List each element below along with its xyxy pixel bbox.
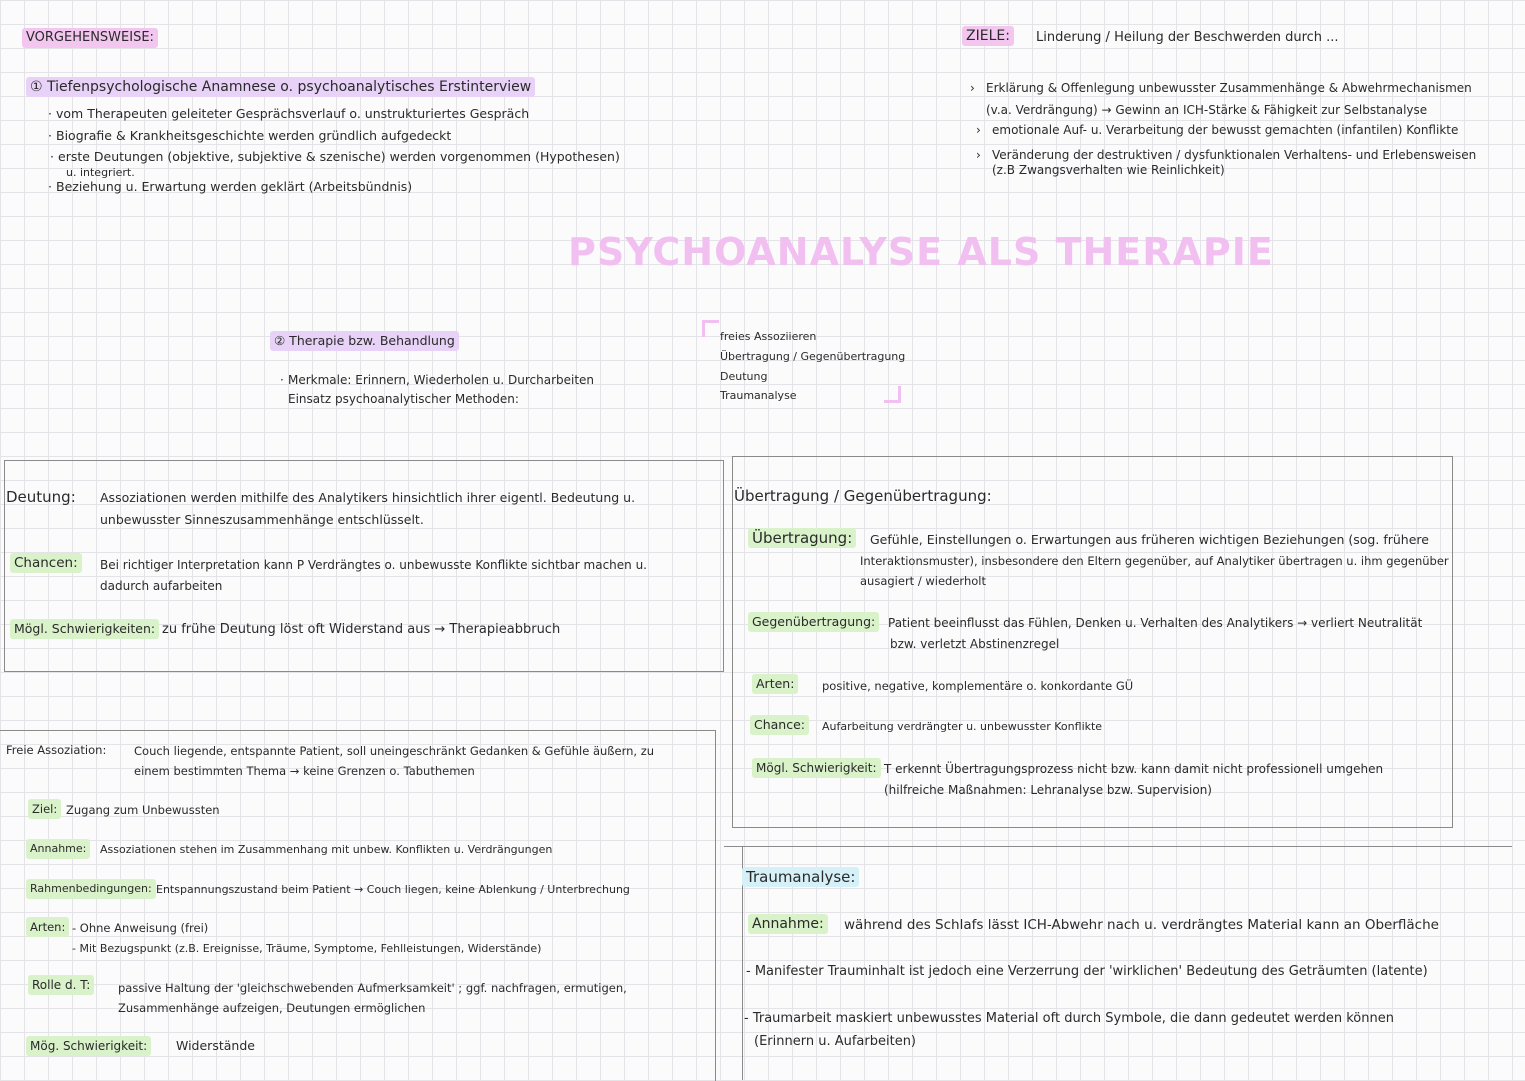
step2-title: ② Therapie bzw. Behandlung — [270, 331, 459, 351]
arten-2: - Mit Bezugspunkt (z.B. Ereignisse, Träume, Symptome, Fehlleistungen, Widerstände) — [72, 942, 542, 955]
step2-line1: · Merkmale: Erinnern, Wiederholen u. Durcharbeiten — [288, 370, 594, 390]
ziele-intro: Linderung / Heilung der Beschwerden durch ... — [1036, 30, 1339, 45]
ue-schwierig-2: (hilfreiche Maßnahmen: Lehranalyse bzw. Supervision) — [884, 783, 1212, 797]
vorgehensweise-heading: VORGEHENSWEISE: — [22, 28, 158, 48]
step1-bullet-2: · Biografie & Krankheitsgeschichte werden gründlich aufgedeckt — [56, 126, 451, 146]
ass-schwierig-label: Mög. Schwierigkeit: — [26, 1036, 151, 1056]
rolle-text-1: passive Haltung der 'gleichschwebenden Aufmerksamkeit' ; ggf. nachfragen, ermutigen, — [118, 981, 627, 995]
ziele-item-3: › Veränderung der destruktiven / dysfunktionalen Verhaltens- und Erlebensweisen — [992, 145, 1476, 165]
step1-title: ① Tiefenpsychologische Anamnese o. psychoanalytisches Erstinterview — [26, 77, 535, 97]
gue-text-2: bzw. verletzt Abstinenzregel — [890, 637, 1060, 651]
step2-line2: Einsatz psychoanalytischer Methoden: — [288, 392, 519, 406]
ziel-text: Zugang zum Unbewussten — [66, 803, 220, 817]
ue-text-1: Gefühle, Einstellungen o. Erwartungen aus früheren wichtigen Beziehungen (sog. frühere — [870, 532, 1429, 547]
deutung-chancen-1: Bei richtiger Interpretation kann P Verdrängtes o. unbewusste Konflikte sichtbar machen u. — [100, 558, 647, 572]
annahme-label: Annahme: — [26, 839, 90, 859]
gue-label: Gegenübertragung: — [748, 612, 879, 632]
ziele-item-1-cont: (v.a. Verdrängung) → Gewinn an ICH-Stärke & Fähigkeit zur Selbstanalyse — [986, 103, 1428, 117]
assoziation-text-2: einem bestimmten Thema → keine Grenzen o. Tabuthemen — [134, 764, 475, 778]
deutung-label: Deutung: — [6, 488, 76, 506]
ue-chance: Aufarbeitung verdrängter u. unbewusster Konflikte — [822, 720, 1103, 733]
method-3: Deutung — [720, 370, 768, 383]
ue-text-2: Interaktionsmuster), insbesondere den Eltern gegenüber, auf Analytiker übertragen u. ihm gegenüber — [860, 554, 1449, 568]
method-4: Traumanalyse — [720, 389, 797, 402]
gue-text-1: Patient beeinflusst das Fühlen, Denken u. Verhalten des Analytikers → verliert Neutralität — [888, 616, 1423, 630]
rahmen-label: Rahmenbedingungen: — [26, 879, 156, 899]
arten-label: Arten: — [26, 917, 69, 937]
deutung-schwierig-label: Mögl. Schwierigkeiten: — [10, 619, 159, 639]
step1-bullet-1: · vom Therapeuten geleiteter Gesprächsverlauf o. unstrukturiertes Gespräch — [56, 104, 529, 124]
bracket-top-left — [702, 320, 719, 337]
ziele-item-3-cont: (z.B Zwangsverhalten wie Reinlichkeit) — [992, 163, 1225, 177]
ue-schwierig-label: Mögl. Schwierigkeit: — [752, 758, 881, 778]
rolle-label: Rolle d. T: — [28, 975, 94, 995]
assoziation-label: Freie Assoziation: — [6, 743, 107, 757]
method-2: Übertragung / Gegenübertragung — [720, 350, 906, 363]
bracket-bottom-right — [884, 386, 901, 403]
deutung-chancen-2: dadurch aufarbeiten — [100, 579, 223, 593]
ziele-item-2: › emotionale Auf- u. Verarbeitung der bewusst gemachten (infantilen) Konflikte — [992, 120, 1458, 140]
deutung-text-2: unbewusster Sinneszusammenhänge entschlüsselt. — [100, 512, 424, 527]
rahmen-text: Entspannungszustand beim Patient → Couch liegen, keine Ablenkung / Unterbrechung — [156, 883, 630, 896]
traum-line-4: (Erinnern u. Aufarbeiten) — [754, 1034, 916, 1049]
method-1: freies Assoziieren — [720, 330, 817, 343]
deutung-text-1: Assoziationen werden mithilfe des Analytikers hinsichtlich ihrer eigentl. Bedeutung u. — [100, 490, 636, 505]
arten-1: - Ohne Anweisung (frei) — [72, 921, 209, 935]
assoziation-text-1: Couch liegende, entspannte Patient, soll uneingeschränkt Gedanken & Gefühle äußern, zu — [134, 744, 655, 758]
traum-annahme: während des Schlafs lässt ICH-Abwehr nach u. verdrängtes Material kann an Oberfläche — [844, 917, 1439, 933]
page-title: PSYCHOANALYSE ALS THERAPIE — [568, 230, 1274, 274]
ue-chance-label: Chance: — [750, 715, 809, 735]
ziele-heading: ZIELE: — [962, 26, 1014, 46]
traum-annahme-label: Annahme: — [748, 914, 828, 934]
rolle-text-2: Zusammenhänge aufzeigen, Deutungen ermöglichen — [118, 1001, 426, 1015]
deutung-schwierig: zu frühe Deutung löst oft Widerstand aus → Therapieabbruch — [162, 622, 561, 637]
step1-bullet-3-cont: u. integriert. — [66, 166, 135, 179]
deutung-chancen-label: Chancen: — [10, 553, 82, 573]
ue-arten: positive, negative, komplementäre o. konkordante GÜ — [822, 679, 1134, 693]
ziele-item-1: › Erklärung & Offenlegung unbewusster Zusammenhänge & Abwehrmechanismen — [986, 78, 1472, 98]
ue-arten-label: Arten: — [752, 674, 798, 694]
ue-schwierig-1: T erkennt Übertragungsprozess nicht bzw. kann damit nicht professionell umgehen — [884, 762, 1384, 776]
traum-line-2: - Manifester Trauminhalt ist jedoch eine Verzerrung der 'wirklichen' Bedeutung des Geträumten (latente) — [746, 964, 1428, 979]
traum-divider — [724, 846, 1512, 847]
ziel-label: Ziel: — [28, 799, 61, 819]
uebertragung-heading: Übertragung / Gegenübertragung: — [734, 487, 992, 505]
ass-schwierig-text: Widerstände — [176, 1038, 255, 1053]
traum-heading: Traumanalyse: — [742, 867, 859, 887]
step1-bullet-3: · erste Deutungen (objektive, subjektive & szenische) werden vorgenommen (Hypothesen) — [58, 147, 620, 167]
step1-bullet-4: · Beziehung u. Erwartung werden geklärt (Arbeitsbündnis) — [56, 177, 412, 197]
ue-text-3: ausagiert / wiederholt — [860, 574, 986, 588]
assoziation-box — [0, 730, 716, 1081]
traum-line-3: - Traumarbeit maskiert unbewusstes Material oft durch Symbole, die dann gedeutet werden können — [744, 1011, 1394, 1026]
annahme-text: Assoziationen stehen im Zusammenhang mit unbew. Konflikten u. Verdrängungen — [100, 843, 553, 856]
ue-label: Übertragung: — [748, 528, 856, 548]
